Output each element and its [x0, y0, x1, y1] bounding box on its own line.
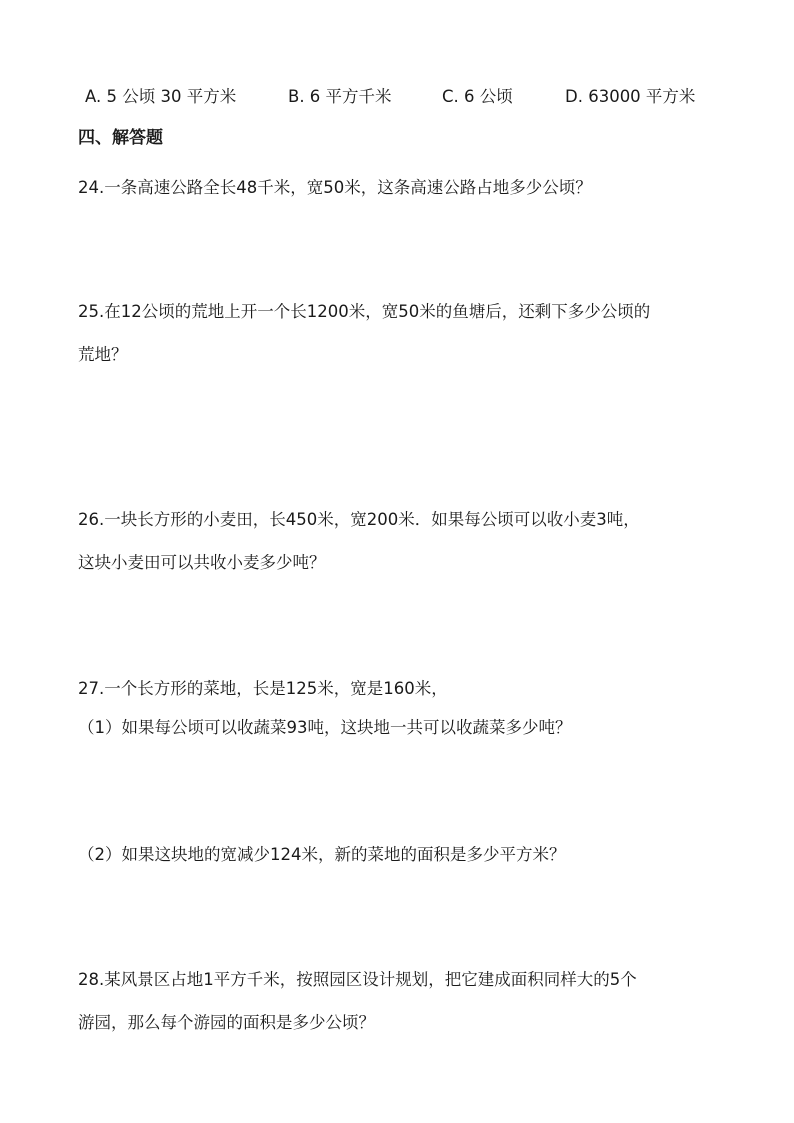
option-c: C. 6 公顷 — [442, 87, 513, 106]
section-title: 四、解答题 — [78, 128, 163, 148]
question-25-line-1: 25.在12公顷的荒地上开一个长1200米，宽50米的鱼塘后，还剩下多少公顷的 — [78, 302, 651, 321]
question-25-line-2: 荒地？ — [78, 345, 128, 364]
question-26-line-2: 这块小麦田可以共收小麦多少吨？ — [78, 553, 326, 572]
question-27: 27.一个长方形的菜地，长是125米，宽是160米， — [78, 679, 448, 698]
question-27-part-1: （1）如果每公顷可以收蔬菜93吨，这块地一共可以收蔬菜多少吨？ — [78, 718, 572, 737]
option-a: A. 5 公顷 30 平方米 — [85, 87, 237, 106]
question-28-line-1: 28.某风景区占地1平方千米，按照园区设计规划，把它建成面积同样大的5个 — [78, 970, 637, 989]
question-27-part-2: （2）如果这块地的宽减少124米，新的菜地的面积是多少平方米？ — [78, 845, 566, 864]
question-26-line-1: 26.一块长方形的小麦田，长450米，宽200米．如果每公顷可以收小麦3吨， — [78, 510, 640, 529]
option-b: B. 6 平方千米 — [288, 87, 392, 106]
question-28-line-2: 游园，那么每个游园的面积是多少公顷？ — [78, 1013, 375, 1032]
option-d: D. 63000 平方米 — [565, 87, 696, 106]
answer-options — [85, 85, 725, 109]
question-24: 24.一条高速公路全长48千米，宽50米，这条高速公路占地多少公顷？ — [78, 178, 592, 197]
